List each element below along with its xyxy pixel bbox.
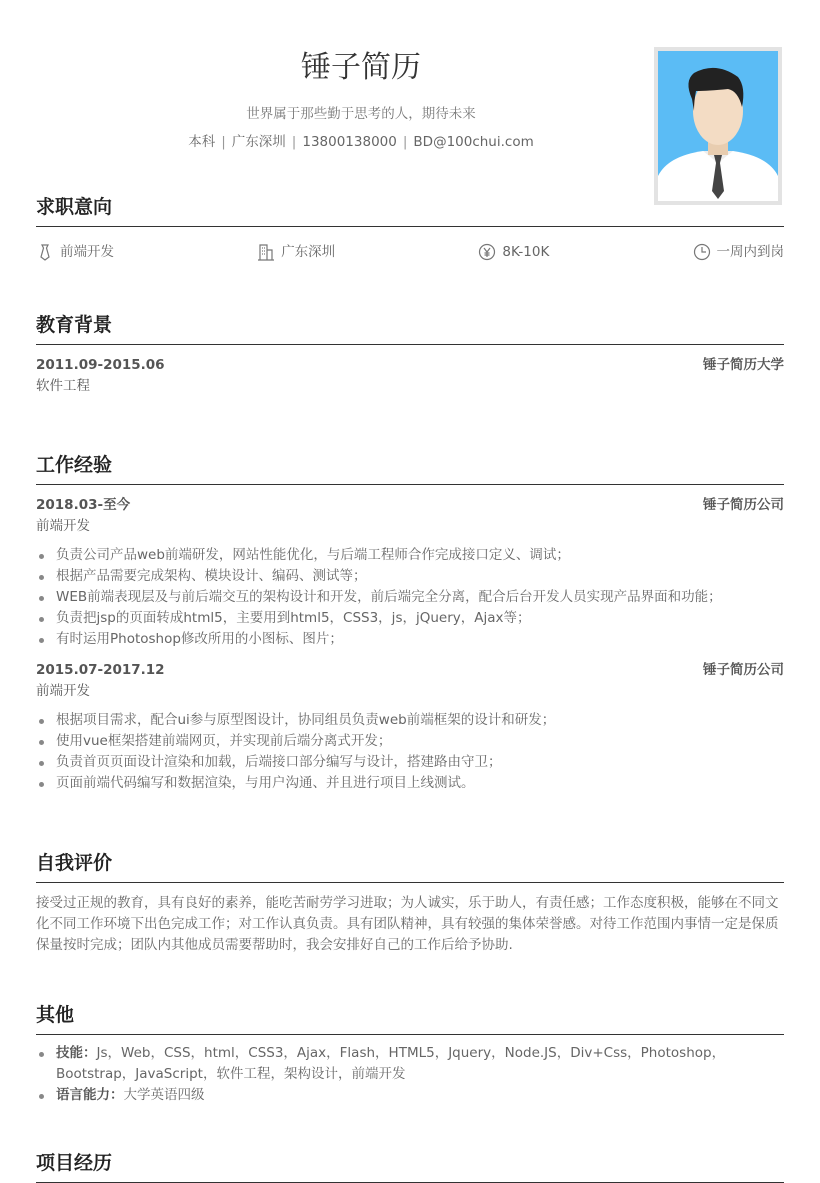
list-item: 根据项目需求，配合ui参与原型图设计，协同组员负责web前端框架的设计和研发； <box>36 710 784 731</box>
intent-city: 广东深圳 <box>257 240 335 264</box>
section-title: 教育背景 <box>36 312 784 345</box>
job-company: 锤子简历公司 <box>703 497 784 513</box>
job-entry <box>36 495 784 650</box>
job-role: 前端开发 <box>36 683 90 699</box>
section-education <box>36 312 784 397</box>
self-evaluation-text: 接受过正规的教育，具有良好的素养，能吃苦耐劳学习进取；为人诚实，乐于助人，有责任感；工作态度积极，能够在不同文化不同工作环境下出色完成工作；对工作认真负责。具有团队精神，具有较强的集体荣誉感。对待工作范围内事情一定是保质保量按时完成；团队内其他成员需要帮助时，我会安排好自己的工作后给予协助. <box>36 895 779 953</box>
job-date: 2018.03-至今 <box>36 497 131 513</box>
list-item: 负责把jsp的页面转成html5，主要用到html5，CSS3，js，jQuery，Ajax等； <box>36 608 784 629</box>
edu-date: 2011.09-2015.06 <box>36 357 165 373</box>
job-date: 2015.07-2017.12 <box>36 662 165 678</box>
edu-school: 锤子简历大学 <box>703 357 784 373</box>
yen-icon <box>478 243 496 261</box>
building-icon <box>257 243 275 261</box>
list-item: 页面前端代码编写和数据渲染，与用户沟通、并且进行项目上线测试。 <box>36 773 784 794</box>
section-title: 工作经验 <box>36 452 784 485</box>
job-company: 锤子简历公司 <box>703 662 784 678</box>
avatar-photo <box>654 47 782 205</box>
section-title: 自我评价 <box>36 850 784 883</box>
resume-header <box>0 48 722 152</box>
location: 广东深圳 <box>231 134 286 150</box>
email: BD@100chui.com <box>413 134 534 150</box>
section-work <box>36 452 784 794</box>
section-other <box>36 1002 784 1106</box>
clock-icon <box>693 243 711 261</box>
phone: 13800138000 <box>302 134 397 150</box>
tie-icon <box>36 243 54 261</box>
edu-major: 软件工程 <box>36 378 90 394</box>
job-role: 前端开发 <box>36 518 90 534</box>
job-entry <box>36 660 784 794</box>
list-item: 有时运用Photoshop修改所用的小图标、图片； <box>36 629 784 650</box>
list-item: 负责首页页面设计渲染和加载，后端接口部分编写与设计，搭建路由守卫； <box>36 752 784 773</box>
section-title: 求职意向 <box>36 194 784 227</box>
intent-salary: 8K-10K <box>478 240 549 264</box>
section-title: 其他 <box>36 1002 784 1035</box>
section-self-evaluation <box>36 850 784 956</box>
list-item: WEB前端表现层及与前后端交互的架构设计和开发，前后端完全分离，配合后台开发人员实现产品界面和功能； <box>36 587 784 608</box>
contact-line: 本科 | 广东深圳 | 13800138000 | BD@100chui.com <box>188 134 534 150</box>
list-item: 负责公司产品web前端研发，网站性能优化，与后端工程师合作完成接口定义、调试； <box>36 545 784 566</box>
list-item: 根据产品需要完成架构、模块设计、编码、测试等； <box>36 566 784 587</box>
section-job-intent <box>36 194 784 264</box>
motto: 世界属于那些勤于思考的人，期待未来 <box>246 106 476 122</box>
section-title: 项目经历 <box>36 1150 784 1183</box>
language-item: 语言能力：大学英语四级 <box>36 1085 784 1106</box>
resume-name: 锤子简历 <box>301 50 421 85</box>
intent-availability: 一周内到岗 <box>693 240 785 264</box>
intent-position: 前端开发 <box>36 240 114 264</box>
skills-item: 技能：Js，Web，CSS，html，CSS3，Ajax，Flash，HTML5，Jquery，Node.JS，Div+Css，Photoshop，Bootstrap，JavaScript，软件工程，架构设计，前端开发 <box>36 1043 784 1085</box>
degree: 本科 <box>188 134 216 150</box>
list-item: 使用vue框架搭建前端网页，并实现前后端分离式开发； <box>36 731 784 752</box>
section-projects <box>36 1150 784 1183</box>
